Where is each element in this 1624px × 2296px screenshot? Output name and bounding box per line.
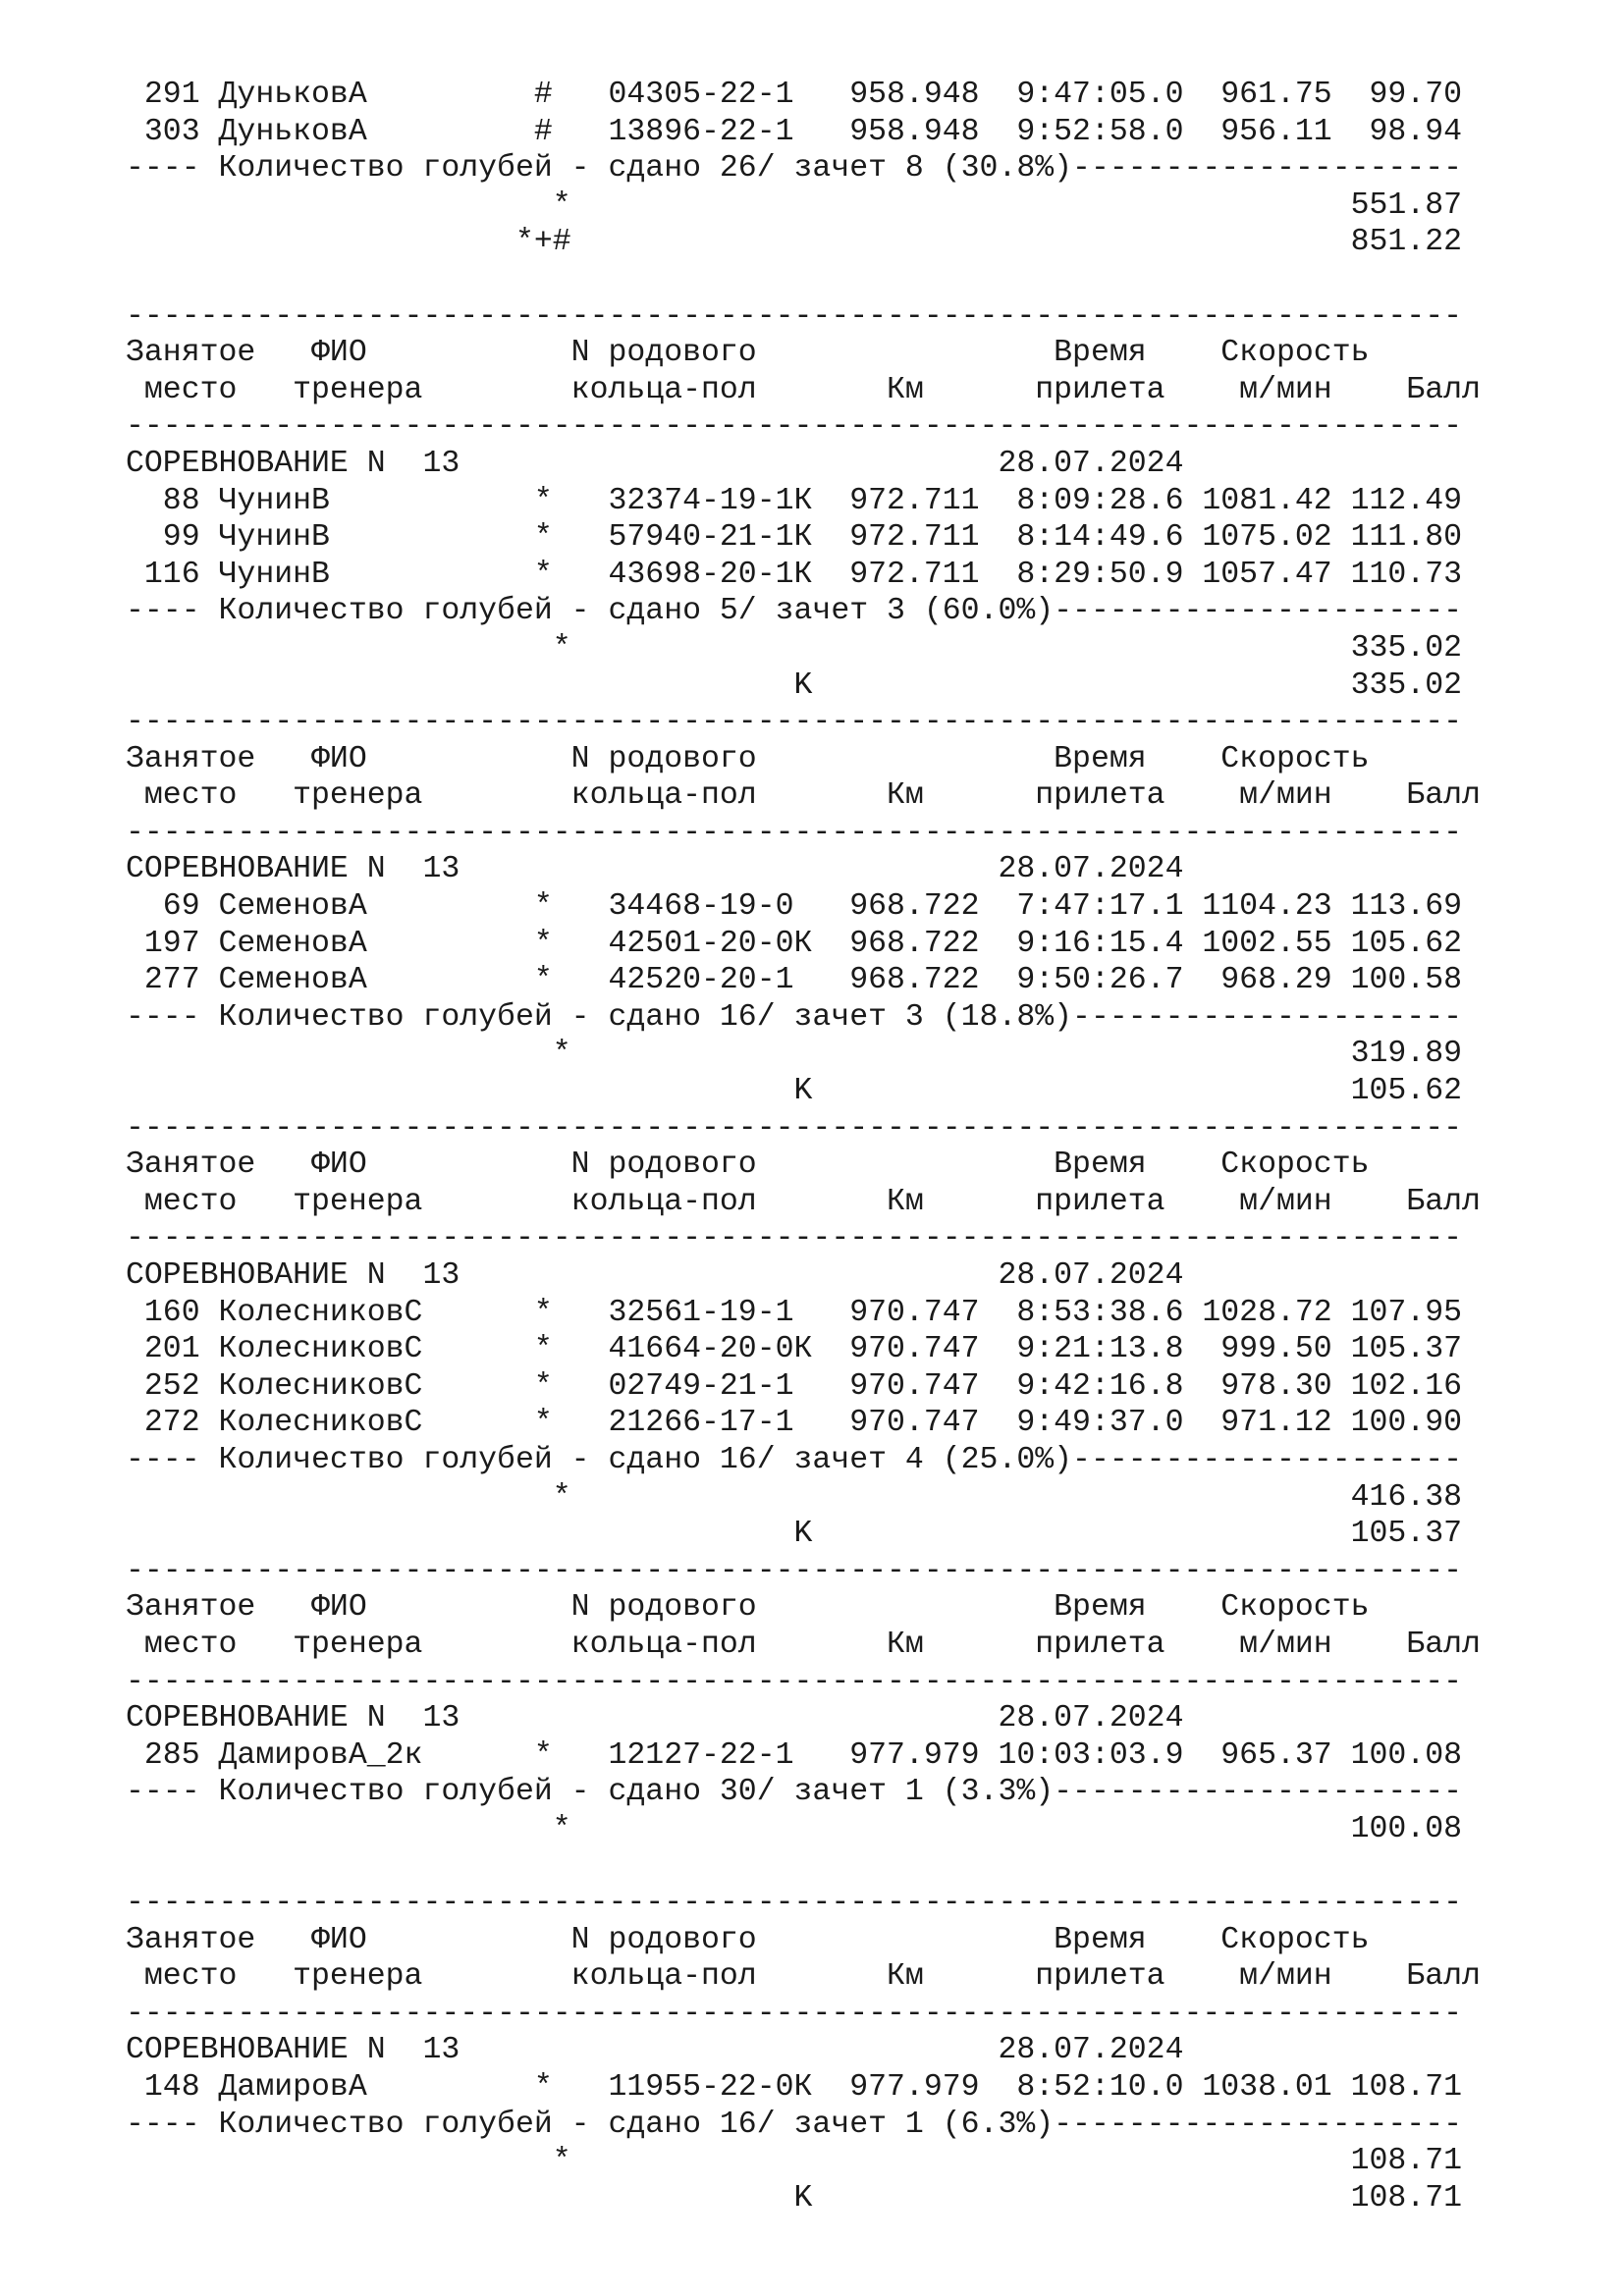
table-row: 148 ДамировА * 11955-22-0К 977.979 8:52:10.0 1038.01 108.71	[126, 2070, 1463, 2106]
competition-header: СОРЕВНОВАНИЕ N 13 28.07.2024	[126, 1258, 1184, 1293]
table-row: 272 КолесниковС * 21266-17-1 970.747 9:49:37.0 971.12 100.90	[126, 1406, 1463, 1441]
table-row: 116 ЧунинВ * 43698-20-1К 972.711 8:29:50.9 1057.47 110.73	[126, 557, 1463, 592]
total-line: * 335.02	[126, 630, 1463, 666]
table-row: 99 ЧунинВ * 57940-21-1К 972.711 8:14:49.6 1075.02 111.80	[126, 520, 1463, 556]
total-line: * 100.08	[126, 1811, 1463, 1846]
column-header: Занятое ФИО N родового Время Скорость	[126, 1148, 1370, 1183]
total-line: K 335.02	[126, 667, 1463, 703]
table-row: 201 КолесниковС * 41664-20-0К 970.747 9:21:13.8 999.50 105.37	[126, 1332, 1463, 1367]
competition-header: СОРЕВНОВАНИЕ N 13 28.07.2024	[126, 446, 1184, 481]
separator-line: ------------------------------------------------------------------------	[126, 1553, 1463, 1588]
separator-line: ------------------------------------------------------------------------	[126, 705, 1463, 740]
separator-line: ------------------------------------------------------------------------	[126, 1664, 1463, 1699]
summary-line: ---- Количество голубей - сдано 16/ зачет 1 (6.3%)----------------------	[126, 2107, 1463, 2142]
total-line: K 108.71	[126, 2180, 1463, 2216]
column-header: место тренера кольца-пол Км прилета м/мин Балл	[126, 1627, 1481, 1662]
table-row: 291 ДуньковА # 04305-22-1 958.948 9:47:05.0 961.75 99.70	[126, 78, 1463, 112]
total-line: K 105.62	[126, 1074, 1463, 1109]
total-line: * 108.71	[126, 2144, 1463, 2179]
table-row: 303 ДуньковА # 13896-22-1 958.948 9:52:58.0 956.11 98.94	[126, 114, 1463, 149]
separator-line: ------------------------------------------------------------------------	[126, 409, 1463, 445]
column-header: место тренера кольца-пол Км прилета м/мин Балл	[126, 1959, 1481, 1995]
table-row: 88 ЧунинВ * 32374-19-1К 972.711 8:09:28.6 1081.42 112.49	[126, 483, 1463, 518]
separator-line: ------------------------------------------------------------------------	[126, 815, 1463, 850]
separator-line: ------------------------------------------------------------------------	[126, 1110, 1463, 1146]
competition-header: СОРЕВНОВАНИЕ N 13 28.07.2024	[126, 2033, 1184, 2068]
total-line: *+# 851.22	[126, 225, 1463, 260]
column-header: место тренера кольца-пол Км прилета м/мин Балл	[126, 1184, 1481, 1219]
table-row: 252 КолесниковС * 02749-21-1 970.747 9:42:16.8 978.30 102.16	[126, 1368, 1463, 1404]
summary-line: ---- Количество голубей - сдано 26/ зачет 8 (30.8%)---------------------	[126, 151, 1463, 187]
total-line: * 319.89	[126, 1037, 1463, 1072]
column-header: место тренера кольца-пол Км прилета м/мин Балл	[126, 778, 1481, 814]
separator-line: ------------------------------------------------------------------------	[126, 298, 1463, 334]
table-row: 285 ДамировА_2к * 12127-22-1 977.979 10:03:03.9 965.37 100.08	[126, 1737, 1463, 1773]
total-line: K 105.37	[126, 1517, 1463, 1552]
table-row: 277 СеменовА * 42520-20-1 968.722 9:50:26.7 968.29 100.58	[126, 963, 1463, 998]
column-header: Занятое ФИО N родового Время Скорость	[126, 1922, 1370, 1957]
table-row: 197 СеменовА * 42501-20-0К 968.722 9:16:15.4 1002.55 105.62	[126, 926, 1463, 961]
column-header: Занятое ФИО N родового Время Скорость	[126, 1590, 1370, 1626]
summary-line: ---- Количество голубей - сдано 16/ зачет 4 (25.0%)---------------------	[126, 1442, 1463, 1477]
blank-line	[126, 1848, 1481, 1886]
table-row: 160 КолесниковС * 32561-19-1 970.747 8:53:38.6 1028.72 107.95	[126, 1295, 1463, 1330]
summary-line: ---- Количество голубей - сдано 5/ зачет 3 (60.0%)----------------------	[126, 594, 1463, 629]
separator-line: ------------------------------------------------------------------------	[126, 1886, 1463, 1921]
table-row: 69 СеменовА * 34468-19-0 968.722 7:47:17.1 1104.23 113.69	[126, 889, 1463, 925]
summary-line: ---- Количество голубей - сдано 30/ зачет 1 (3.3%)----------------------	[126, 1775, 1463, 1810]
results-printout	[126, 77, 1481, 2216]
total-line: * 416.38	[126, 1479, 1463, 1515]
separator-line: ------------------------------------------------------------------------	[126, 1996, 1463, 2031]
column-header: Занятое ФИО N родового Время Скорость	[126, 336, 1370, 371]
separator-line: ------------------------------------------------------------------------	[126, 1221, 1463, 1256]
total-line: * 551.87	[126, 187, 1463, 223]
column-header: место тренера кольца-пол Км прилета м/мин Балл	[126, 372, 1481, 407]
blank-line	[126, 261, 1481, 298]
summary-line: ---- Количество голубей - сдано 16/ зачет 3 (18.8%)---------------------	[126, 999, 1463, 1035]
competition-header: СОРЕВНОВАНИЕ N 13 28.07.2024	[126, 852, 1184, 887]
competition-header: СОРЕВНОВАНИЕ N 13 28.07.2024	[126, 1701, 1184, 1736]
column-header: Занятое ФИО N родового Время Скорость	[126, 741, 1370, 776]
